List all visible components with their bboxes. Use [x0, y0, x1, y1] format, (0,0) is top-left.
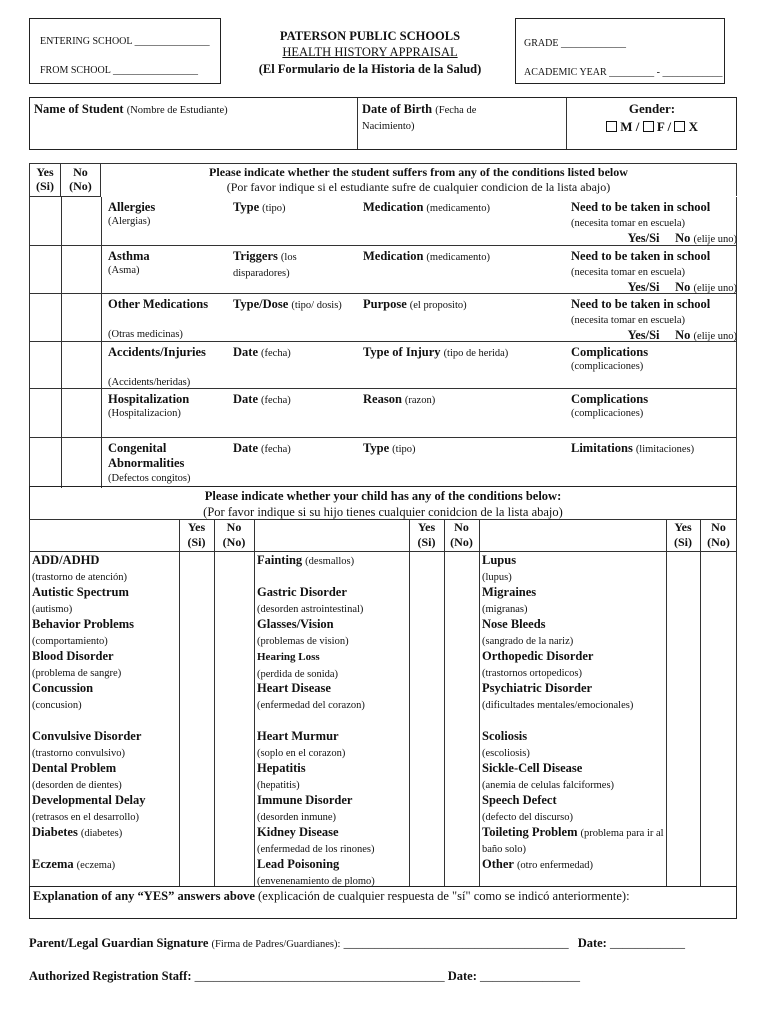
child-condition-name: Fainting [257, 553, 303, 567]
child-condition-name-es: (anemia de celulas falciformes) [482, 780, 615, 791]
guardian-signature-row[interactable] [29, 936, 685, 951]
dob-label-es: (Fecha de Nacimiento) [362, 105, 477, 132]
child-condition-name: Diabetes [32, 825, 78, 839]
child-condition-item [32, 760, 177, 790]
child-condition-name-es: (problema de sangre) [32, 668, 122, 679]
condition-yes-cell[interactable] [30, 197, 61, 245]
child-condition-name: Heart Murmur [257, 729, 339, 743]
condition-field-4-es: (complicaciones) [571, 408, 644, 419]
child-condition-item [32, 616, 177, 646]
guardian-signature-label: Parent/Legal Guardian Signature [29, 936, 209, 950]
condition-field-3: Type of Injury (tipo de herida) [363, 345, 509, 359]
condition-row [29, 197, 737, 245]
child-condition-item [482, 728, 664, 758]
condition-field-3: Reason (razon) [363, 392, 436, 406]
staff-date-line[interactable]: ________________ [480, 969, 581, 983]
condition-name-es: (Asma) [108, 265, 140, 276]
no-option[interactable]: No [675, 231, 691, 245]
gender-f-checkbox[interactable] [643, 121, 654, 132]
choose-one-note: (elije uno) [693, 283, 737, 294]
child-condition-item [32, 728, 177, 758]
academic-year-field[interactable]: ACADEMIC YEAR _________ - ____________ [524, 67, 723, 78]
yes-column-header: Yes (Si) [674, 520, 692, 549]
child-condition-item [257, 552, 407, 582]
condition-field-4: Complications [571, 345, 649, 359]
explanation-label: Explanation of any “YES” answers above [33, 889, 255, 903]
child-condition-item [482, 760, 664, 790]
dob-field[interactable] [362, 102, 522, 134]
condition-no-cell[interactable] [61, 197, 101, 245]
child-condition-name: Gastric Disorder [257, 585, 347, 599]
child-condition-name: Eczema [32, 857, 74, 871]
child-condition-name: Immune Disorder [257, 793, 353, 807]
child-condition-item [482, 648, 664, 678]
form-title: PATERSON PUBLIC SCHOOLS [279, 29, 461, 43]
no-header: No (No) [60, 164, 100, 197]
child-condition-name: Toileting Problem [482, 825, 578, 839]
child-condition-name-es: (desorden de dientes) [32, 780, 122, 791]
child-condition-name-es: (hepatitis) [257, 780, 300, 791]
condition-field-3: Type (tipo) [363, 441, 416, 455]
conditions-rows [29, 197, 737, 487]
child-condition-item [482, 584, 664, 614]
yes-option[interactable]: Yes/Si [627, 231, 660, 245]
choose-one-note: (elije uno) [693, 331, 737, 342]
condition-field-2: Date (fecha) [233, 392, 291, 406]
child-condition-item [482, 680, 664, 726]
condition-row [29, 388, 737, 437]
child-condition-item [32, 792, 177, 822]
child-condition-item [257, 856, 407, 886]
condition-name: Hospitalization [108, 392, 190, 406]
conditions-header-row [30, 164, 737, 197]
child-condition-name: Kidney Disease [257, 825, 339, 839]
explanation-label-es: (explicación de cualquier respuesta de "sí" como se indicó anteriormente): [258, 889, 630, 903]
child-condition-name: Concussion [32, 681, 94, 695]
child-condition-item [32, 680, 177, 726]
staff-signature-row[interactable] [29, 969, 580, 984]
gender-options [567, 119, 737, 135]
child-condition-name-es: (lupus) [482, 572, 512, 583]
condition-yes-cell[interactable] [30, 246, 61, 294]
child-condition-item [32, 648, 177, 678]
condition-name: Congenital Abnormalities [108, 441, 185, 470]
condition-name-es: (Alergias) [108, 216, 151, 227]
condition-name: Accidents/Injuries [108, 345, 206, 359]
condition-name-es: (Hospitalizacion) [108, 408, 181, 419]
gender-label: Gender: [628, 101, 676, 116]
condition-field-4: Limitations (limitaciones) [571, 441, 695, 455]
child-conditions-grid [29, 519, 737, 887]
no-option[interactable]: No [675, 328, 691, 342]
child-condition-item [32, 584, 177, 614]
child-condition-item [32, 552, 177, 582]
guardian-date-label: Date: [577, 936, 607, 950]
child-condition-item [482, 792, 664, 822]
child-condition-name: Convulsive Disorder [32, 729, 142, 743]
condition-field-3: Purpose (el proposito) [363, 297, 467, 311]
child-condition-name: Lead Poisoning [257, 857, 340, 871]
child-condition-item [257, 824, 407, 854]
child-condition-item [482, 824, 664, 854]
child-condition-name-es: (desmallos) [305, 556, 355, 567]
student-name-label-es: (Nombre de Estudiante) [126, 105, 228, 116]
condition-row [29, 437, 737, 487]
condition-field-2: Type/Dose (tipo/ dosis) [233, 297, 342, 311]
child-condition-name-es: (problema para ir al baño solo) [482, 828, 664, 855]
condition-name-es: (Defectos congitos) [108, 473, 191, 484]
child-condition-name-es: (retrasos en el desarrollo) [32, 812, 139, 823]
child-condition-name: Nose Bleeds [482, 617, 546, 631]
grade-field[interactable]: GRADE _____________ [524, 38, 626, 49]
condition-no-cell[interactable] [61, 438, 101, 488]
condition-field-4-es: (complicaciones) [571, 361, 644, 372]
child-condition-item [257, 728, 407, 758]
child-condition-name-es: (envenenamiento de plomo) [257, 876, 375, 887]
no-column-header: No (No) [222, 520, 246, 549]
child-condition-name-es: (concusion) [32, 700, 82, 711]
child-condition-name: Orthopedic Disorder [482, 649, 594, 663]
child-condition-name-es: (autismo) [32, 604, 73, 615]
need-in-school-label: Need to be taken in school [571, 200, 711, 214]
yes-header: Yes (Si) [30, 164, 61, 197]
child-condition-name-es: (sangrado de la nariz) [482, 636, 574, 647]
form-subtitle-es: (El Formulario de la Historia de la Salud) [258, 62, 482, 76]
child-condition-item [482, 856, 664, 886]
child-condition-item [32, 824, 177, 854]
child-condition-item [257, 792, 407, 822]
child-condition-name: Autistic Spectrum [32, 585, 129, 599]
child-condition-name: Speech Defect [482, 793, 557, 807]
child-condition-item [482, 552, 664, 582]
from-school-field[interactable]: FROM SCHOOL _________________ [40, 65, 198, 76]
child-condition-name-es: (soplo en el corazon) [257, 748, 346, 759]
no-column-header: No (No) [707, 520, 730, 549]
child-condition-name: Hepatitis [257, 761, 306, 775]
need-in-school-field[interactable] [571, 200, 737, 247]
gender-m-checkbox[interactable] [606, 121, 617, 132]
child-condition-name: Lupus [482, 553, 517, 567]
child-condition-item [257, 760, 407, 790]
child-condition-name-es: (enfermedad del corazon) [257, 700, 365, 711]
child-condition-name: Other [482, 857, 514, 871]
child-condition-name-es: (perdida de sonida) [257, 669, 339, 680]
choose-one-note: (elije uno) [693, 234, 737, 245]
school-box [29, 18, 221, 84]
yes-column-header: Yes (Si) [417, 520, 436, 549]
condition-field-2: Date (fecha) [233, 441, 291, 455]
child-condition-item [257, 616, 407, 646]
staff-date-label: Date: [447, 969, 477, 983]
child-condition-name: Behavior Problems [32, 617, 134, 631]
condition-row [29, 341, 737, 388]
need-in-school-label-es: (necesita tomar en escuela) [571, 267, 685, 278]
gender-x-label: X [688, 119, 699, 134]
condition-row [29, 245, 737, 293]
child-condition-name: Sickle-Cell Disease [482, 761, 583, 775]
condition-field-4: Complications [571, 392, 649, 406]
condition-field-2: Type (tipo) [233, 200, 286, 214]
yes-column-header: Yes (Si) [187, 520, 206, 549]
condition-yes-cell[interactable] [30, 389, 61, 438]
child-condition-name-es: (desorden inmune) [257, 812, 337, 823]
child-condition-name-es: (escoliosis) [482, 748, 530, 759]
explanation-box[interactable] [29, 886, 737, 919]
conditions-table [29, 163, 737, 197]
child-condition-name-es: (trastorno convulsivo) [32, 748, 126, 759]
condition-name: Allergies [108, 200, 156, 214]
condition-name: Asthma [108, 249, 150, 263]
child-condition-name-es: (diabetes) [80, 828, 123, 839]
gender-m-label: M / [620, 119, 640, 134]
yes-option[interactable]: Yes/Si [627, 328, 660, 342]
child-condition-name-es: (trastorno de atención) [32, 572, 128, 583]
child-condition-name-es: (defecto del discurso) [482, 812, 573, 823]
child-condition-name: ADD/ADHD [32, 553, 100, 567]
child-condition-name: Scoliosis [482, 729, 528, 743]
child-condition-name-es: (desorden astrointestinal) [257, 604, 364, 615]
condition-field-2: Triggers (los disparadores) [233, 249, 297, 279]
child-condition-name: Developmental Delay [32, 793, 146, 807]
child-condition-name-es: (trastornos ortopedicos) [482, 668, 583, 679]
student-info-box [29, 97, 737, 150]
child-condition-name-es: (comportamiento) [32, 636, 108, 647]
staff-signature-label: Authorized Registration Staff: [29, 969, 192, 983]
child-condition-name-es: (migranas) [482, 604, 528, 615]
no-option[interactable]: No [675, 280, 691, 294]
condition-name-es: (Accidents/heridas) [108, 377, 191, 388]
condition-no-cell[interactable] [61, 389, 101, 438]
condition-name: Other Medications [108, 297, 209, 311]
child-conditions-prompt-es: (Por favor indique si su hijo tienes cualquier conidcion de la lista abajo) [203, 505, 563, 519]
condition-yes-cell[interactable] [30, 294, 61, 342]
condition-no-cell[interactable] [61, 342, 101, 389]
student-name-field[interactable] [34, 102, 228, 117]
grade-box [515, 18, 725, 84]
need-in-school-label: Need to be taken in school [571, 249, 711, 263]
child-condition-name: Dental Problem [32, 761, 117, 775]
child-condition-name: Hearing Loss [257, 651, 320, 663]
child-condition-name-es: (eczema) [76, 860, 116, 871]
need-in-school-label-es: (necesita tomar en escuela) [571, 315, 685, 326]
guardian-signature-line[interactable]: ____________________________________ [343, 936, 569, 950]
conditions-prompt: Please indicate whether the student suffers from any of the conditions listed below (Por favor indique si el estudiante sufre de cualquier condicion de la lista abajo) [100, 164, 736, 197]
child-condition-item [482, 616, 664, 646]
condition-field-3: Medication (medicamento) [363, 249, 490, 263]
child-condition-name: Migraines [482, 585, 537, 599]
child-condition-item [257, 584, 407, 614]
guardian-date-line[interactable]: ____________ [609, 936, 685, 950]
condition-no-cell[interactable] [61, 294, 101, 342]
child-condition-item [32, 856, 177, 886]
condition-yes-cell[interactable] [30, 438, 61, 488]
child-condition-name: Glasses/Vision [257, 617, 334, 631]
entering-school-field[interactable]: ENTERING SCHOOL _______________ [40, 36, 210, 47]
child-conditions-prompt: Please indicate whether your child has any of the conditions below: [204, 489, 562, 503]
child-condition-name-es: (otro enfermedad) [516, 860, 594, 871]
guardian-signature-label-es: (Firma de Padres/Guardianes): [211, 939, 341, 950]
child-condition-name-es: (problemas de vision) [257, 636, 349, 647]
need-in-school-label: Need to be taken in school [571, 297, 711, 311]
dob-label: Date of Birth [362, 102, 433, 116]
form-subtitle: HEALTH HISTORY APPRAISAL [282, 45, 458, 59]
child-condition-name-es: (enfermedad de los rinones) [257, 844, 375, 855]
yes-option[interactable]: Yes/Si [627, 280, 660, 294]
student-name-label: Name of Student [34, 102, 124, 116]
gender-x-checkbox[interactable] [674, 121, 685, 132]
gender-f-label: F / [656, 119, 672, 134]
no-column-header: No (No) [450, 520, 473, 549]
child-condition-name-es: (dificultades mentales/emocionales) [482, 700, 634, 711]
staff-signature-line[interactable]: ________________________________________ [194, 969, 445, 983]
child-condition-item [257, 648, 407, 678]
child-condition-name: Psychiatric Disorder [482, 681, 593, 695]
child-condition-name: Blood Disorder [32, 649, 114, 663]
child-conditions-prompt-box [29, 486, 737, 520]
condition-field-3: Medication (medicamento) [363, 200, 490, 214]
child-condition-name: Heart Disease [257, 681, 331, 695]
need-in-school-field[interactable] [571, 249, 737, 296]
condition-row [29, 293, 737, 341]
need-in-school-field[interactable] [571, 297, 737, 344]
need-in-school-label-es: (necesita tomar en escuela) [571, 218, 685, 229]
condition-yes-cell[interactable] [30, 342, 61, 389]
condition-no-cell[interactable] [61, 246, 101, 294]
condition-name-es: (Otras medicinas) [108, 329, 183, 340]
child-condition-item [257, 680, 407, 726]
condition-field-2: Date (fecha) [233, 345, 291, 359]
